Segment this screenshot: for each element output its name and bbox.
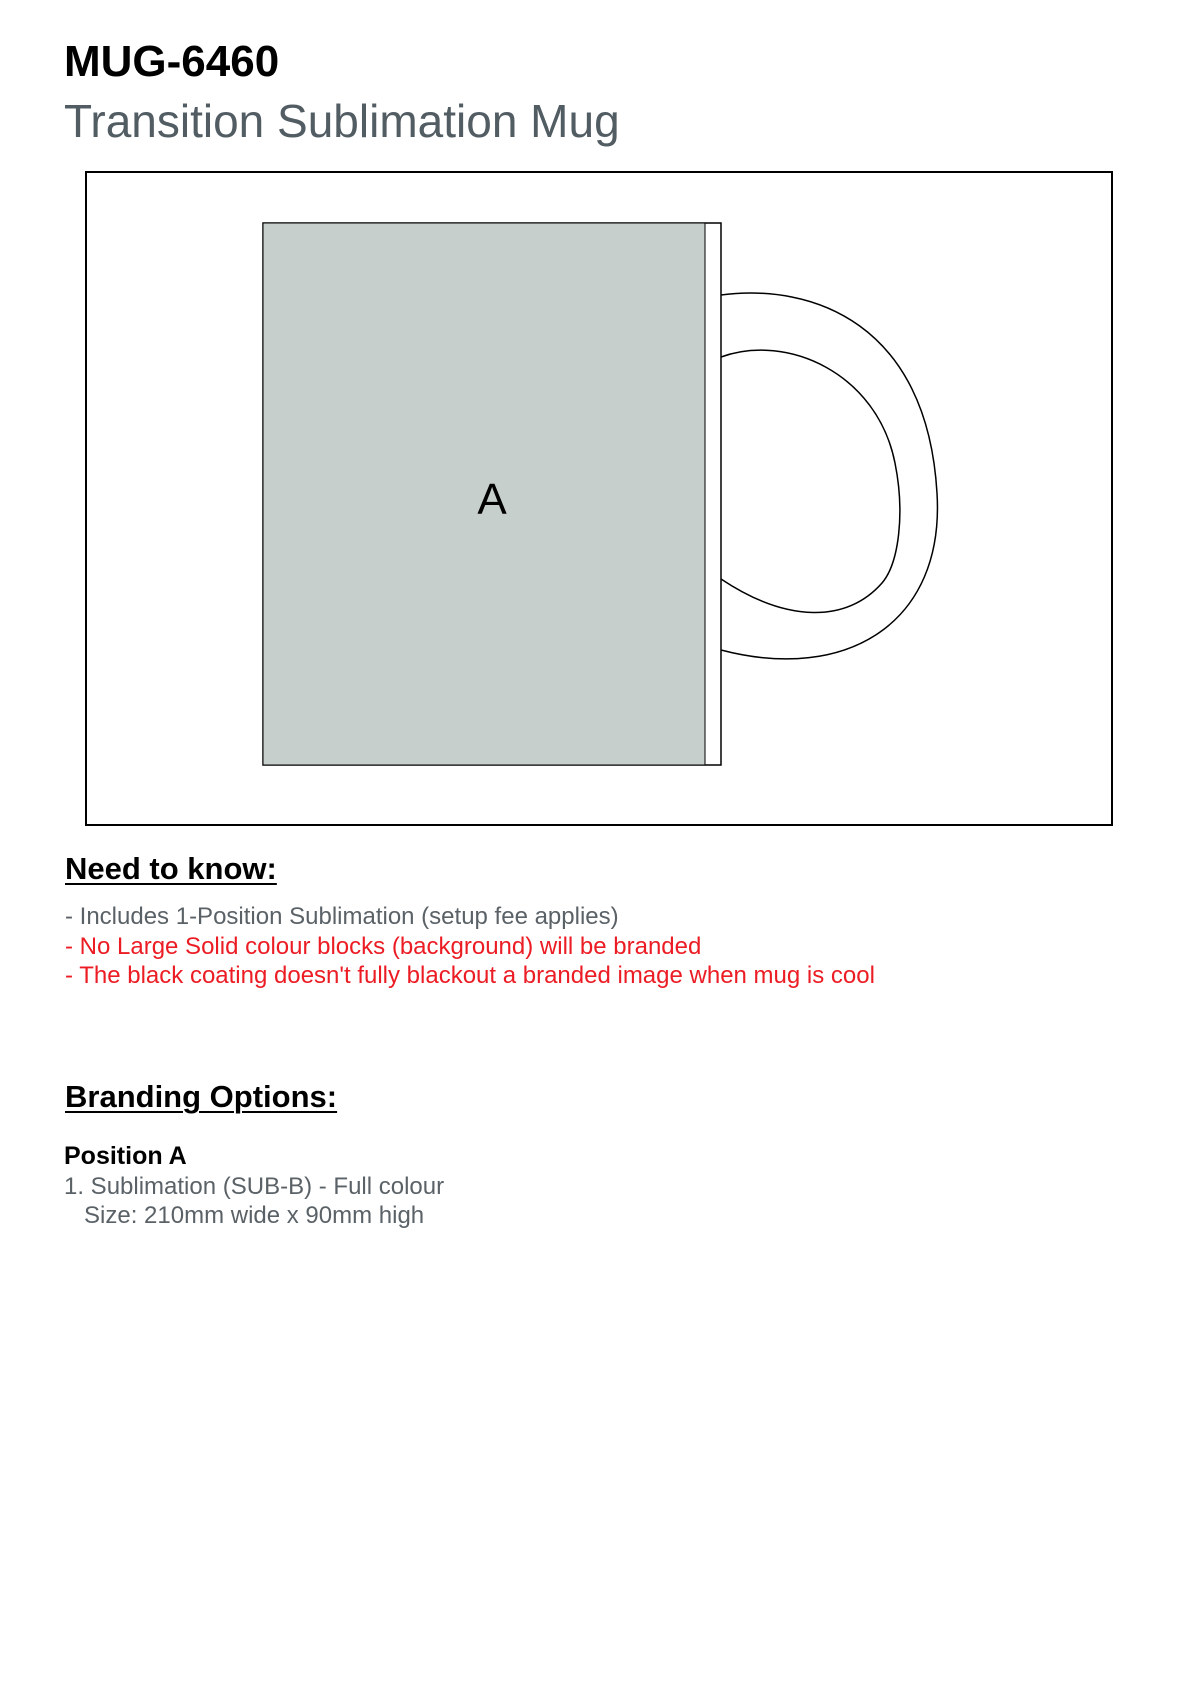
branding-options-heading: Branding Options: [65, 1079, 338, 1114]
product-code: MUG-6460 [64, 37, 280, 86]
note-item-solid-colour-blocks: - No Large Solid colour blocks (background) will be branded [65, 932, 702, 960]
note-item-black-coating: - The black coating doesn't fully blackout a branded image when mug is cool [65, 962, 875, 989]
print-area-label: A [477, 475, 507, 524]
note-item-setup-fee: - Includes 1-Position Sublimation (setup fee applies) [65, 903, 619, 930]
mug-line-drawing [87, 173, 1115, 828]
mug-handle-inner [721, 350, 900, 612]
need-to-know-heading: Need to know: [65, 851, 277, 886]
position-a-size [64, 1203, 424, 1229]
product-name: Transition Sublimation Mug [64, 95, 620, 147]
need-to-know-list [65, 902, 875, 991]
mug-handle [721, 293, 937, 659]
mug-diagram-frame [85, 171, 1113, 826]
position-a-size-text: Size: 210mm wide x 90mm high [84, 1202, 425, 1229]
position-a-method: 1. Sublimation (SUB-B) - Full colour [64, 1173, 445, 1200]
position-a-title: Position A [64, 1142, 187, 1170]
